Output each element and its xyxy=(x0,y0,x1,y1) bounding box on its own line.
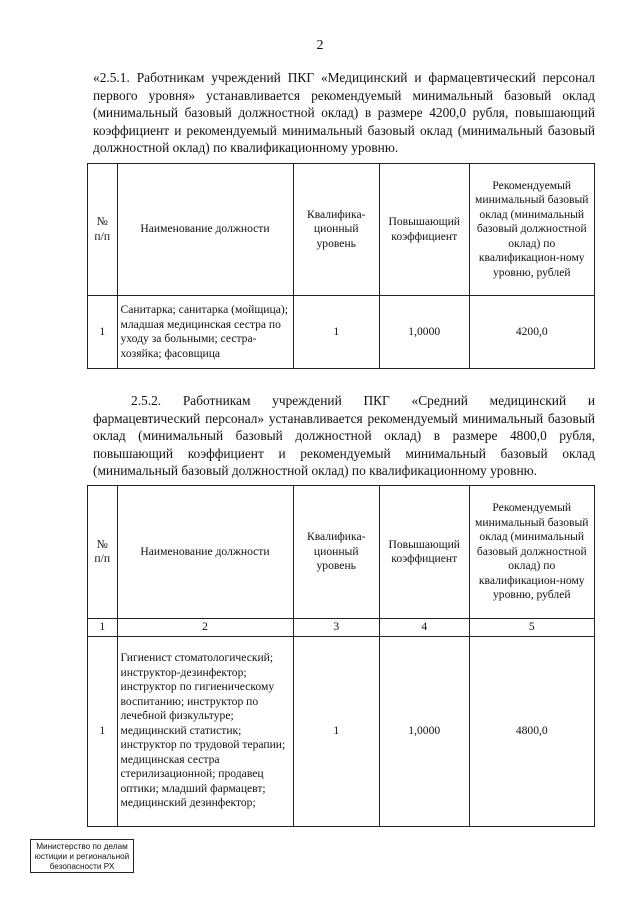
stamp-line-1: Министерство по делам xyxy=(36,842,128,851)
cell-num: 1 xyxy=(88,296,118,369)
header-num: № п/п xyxy=(88,164,118,296)
cell-level: 1 xyxy=(293,296,379,369)
table-2-5-2 xyxy=(87,485,595,827)
col-number-1: 1 xyxy=(88,619,118,637)
table-header-row xyxy=(88,486,595,619)
header-salary: Рекомендуемый минимальный базовый оклад (минимальный базовый должностной оклад) по квалификацион-ному уровню, рублей xyxy=(469,486,594,619)
stamp-line-3: безопасности РХ xyxy=(49,862,115,871)
header-level: Квалифика-ционный уровень xyxy=(293,486,379,619)
ministry-stamp xyxy=(30,839,134,873)
cell-coef: 1,0000 xyxy=(379,296,469,369)
cell-num: 1 xyxy=(88,636,118,826)
cell-level: 1 xyxy=(293,636,379,826)
page-number: 2 xyxy=(316,38,324,53)
column-number-row xyxy=(88,619,595,637)
col-number-3: 3 xyxy=(293,619,379,637)
header-coef: Повышающий коэффициент xyxy=(379,486,469,619)
section-2-5-2-text: 2.5.2. Работникам учреждений ПКГ «Средний медицинский и фармацевтический персонал» устанавливается рекомендуемый минимальный базовый оклад (минимальный базовый должностной оклад) в размере 4800,0 рубля, повышающий коэффициент и рекомендуемый минимальный базовый оклад (минимальный базовый должностной оклад) по квалификационному уровню. xyxy=(93,393,595,478)
section-2-5-1-paragraph: «2.5.1. Работникам учреждений ПКГ «Медицинский и фармацевтический персонал первого уровня» устанавливается рекомендуемый минимальный базовый оклад (минимальный базовый должностной оклад) в размере 4200,0 рубля, повышающий коэффициент и рекомендуемый минимальный базовый оклад (минимальный базовый должностной оклад) по квалификационному уровню. xyxy=(93,70,595,155)
header-num: № п/п xyxy=(88,486,118,619)
cell-salary: 4200,0 xyxy=(469,296,594,369)
cell-position: Гигиенист стоматологический; инструктор-дезинфектор; инструктор по гигиеническому воспитанию; инструктор по лечебной физкультуре; медицинский статистик; инструктор по трудовой терапии; медицинская сестра стерилизационной; продавец оптики; младший фармацевт; медицинский дезинфектор; xyxy=(117,636,293,826)
header-coef: Повышающий коэффициент xyxy=(379,164,469,296)
section-2-5-2-paragraph xyxy=(93,392,595,480)
header-level: Квалифика-ционный уровень xyxy=(293,164,379,296)
cell-position: Санитарка; санитарка (мойщица); младшая медицинская сестра по уходу за больными; сестра-хозяйка; фасовщица xyxy=(117,296,293,369)
col-number-4: 4 xyxy=(379,619,469,637)
table-2-5-1 xyxy=(87,163,595,369)
col-number-5: 5 xyxy=(469,619,594,637)
table-row xyxy=(88,296,595,369)
stamp-line-2: юстиции и региональной xyxy=(34,852,130,861)
cell-salary: 4800,0 xyxy=(469,636,594,826)
col-number-2: 2 xyxy=(117,619,293,637)
table-header-row xyxy=(88,164,595,296)
header-position: Наименование должности xyxy=(117,486,293,619)
header-salary: Рекомендуемый минимальный базовый оклад (минимальный базовый должностной оклад) по квалификацион-ному уровню, рублей xyxy=(469,164,594,296)
table-row xyxy=(88,636,595,826)
header-position: Наименование должности xyxy=(117,164,293,296)
cell-coef: 1,0000 xyxy=(379,636,469,826)
